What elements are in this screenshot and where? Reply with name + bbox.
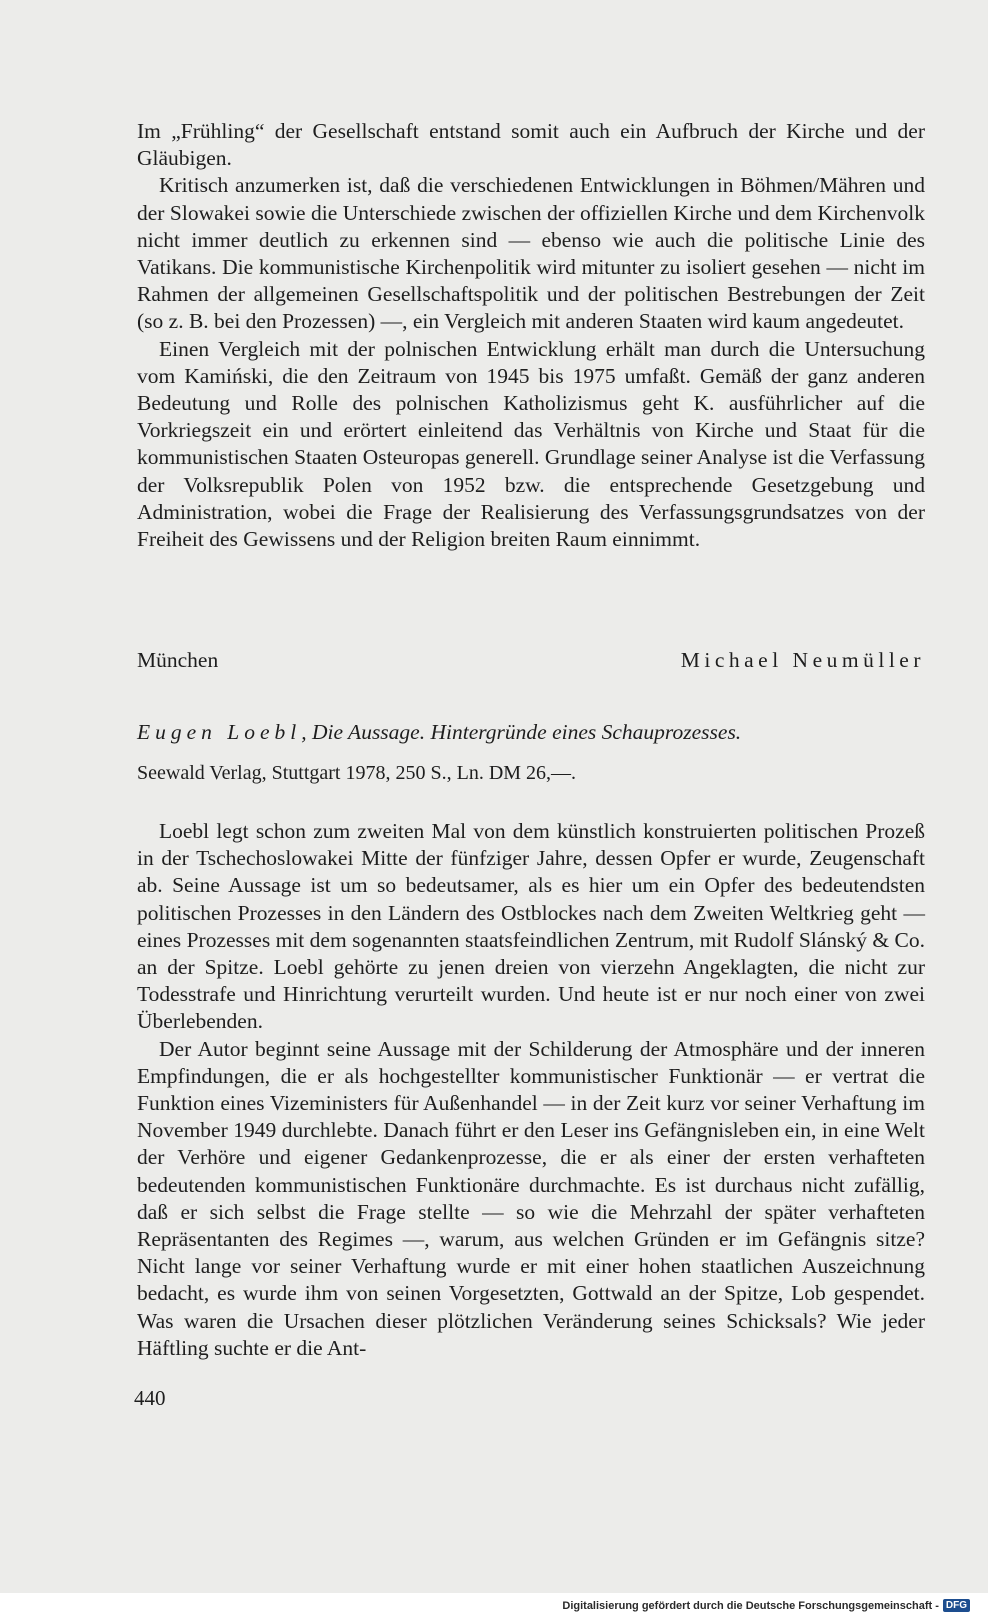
book-author: Eugen Loebl — [137, 720, 302, 744]
paragraph: Im „Frühling“ der Gesellschaft entstand somit auch ein Aufbruch der Kirche und der Gläubigen. — [137, 119, 925, 171]
paragraph: Einen Vergleich mit der polnischen Entwicklung erhält man durch die Untersuchung vom Kamiński, die den Zeitraum von 1945 bis 1975 umfaßt. Gemäß der ganz anderen Bedeutung und Rolle des polnischen Katholizismus geht K. ausführlicher auf die Vorkriegszeit ein und erörtert einleitend das Verhältnis von Kirche und Staat für die kommunistischen Staaten Osteuropas generell. Grundlage seiner Analyse ist die Verfassung der Volksrepublik Polen von 1952 bzw. die entsprechende Gesetzgebung und Administration, wobei die Frage der Realisierung des Verfassungsgrundsatzes von der Freiheit des Gewissens und der Religion breiten Raum einnimmt. — [137, 336, 925, 552]
signature-city: München — [137, 648, 219, 672]
review-2-body — [137, 818, 925, 1362]
paragraph: Loebl legt schon zum zweiten Mal von dem künstlich konstruierten politischen Prozeß in der Tschechoslowakei Mitte der fünfziger Jahre, dessen Opfer er wurde, Zeugenschaft ab. Seine Aussage ist um so bedeutsamer, als es hier um ein Opfer des bedeutendsten politischen Prozesses in den Ländern des Ostblockes nach dem Zweiten Weltkrieg geht — eines Prozesses mit dem sogenannten staatsfeindlichen Zentrum, mit Rudolf Slánský & Co. an der Spitze. Loebl gehörte zu jenen dreien von vierzehn Angeklagten, die nicht zur Todesstrafe und Hinrichtung verurteilt wurden. Und heute ist er nur noch einer von zwei Überlebenden. — [137, 819, 925, 1034]
dfg-logo: DFG — [943, 1599, 970, 1612]
review-2-heading — [137, 719, 925, 746]
paragraph: Der Autor beginnt seine Aussage mit der Schilderung der Atmosphäre und der inneren Empfindungen, die er als hochgestellter kommunistischer Funktionär — er vertrat die Funktion eines Vizeministers für Außenhandel — in der Zeit kurz vor seiner Verhaftung im November 1949 durchlebte. Danach führt er den Leser ins Gefängnisleben ein, in eine Welt der Verhöre und eigener Gedankenprozesse, die er als einer der ersten verhafteten bedeutenden kommunistischen Funktionäre durchmachte. Es ist durchaus nicht zufällig, daß er sich selbst die Frage stellte — so wie die Mehrzahl der später verhafteten Repräsentanten des Regimes —, warum, aus welchen Gründen er im Gefängnis sitze? Nicht lange vor seiner Verhaftung wurde er mit einer hohen staatlichen Auszeichnung bedacht, es wurde ihm von seinen Vorgesetzten, Gottwald an der Spitze, Lob gespendet. Was waren die Ursachen dieser plötzlichen Veränderung seines Schicksals? Wie jeder Häftling suchte er die Ant- — [137, 1036, 925, 1360]
reviewer-name: Michael Neumüller — [680, 648, 925, 672]
publication-info: Seewald Verlag, Stuttgart 1978, 250 S., Ln. DM 26,—. — [137, 762, 577, 784]
page-number: 440 — [134, 1386, 166, 1410]
review-1-body — [137, 118, 925, 553]
paragraph: Kritisch anzumerken ist, daß die verschiedenen Entwicklungen in Böhmen/Mähren und der Slowakei sowie die Unterschiede zwischen der offiziellen Kirche und dem Kirchenvolk nicht immer deutlich zu erkennen sind — ebenso wie auch die politische Linie des Vatikans. Die kommunistische Kirchenpolitik wird mitunter zu isoliert gesehen — nicht im Rahmen der allgemeinen Gesellschaftspolitik und der politischen Bestrebungen der Zeit (so z. B. bei den Prozessen) —, ein Vergleich mit anderen Staaten wird kaum angedeutet. — [137, 173, 925, 334]
book-title: , Die Aussage. Hintergründe eines Schauprozesses. — [301, 720, 742, 744]
footer-text: Digitalisierung gefördert durch die Deutsche Forschungsgemeinschaft - — [562, 1599, 939, 1612]
digitization-footer — [562, 1599, 970, 1612]
